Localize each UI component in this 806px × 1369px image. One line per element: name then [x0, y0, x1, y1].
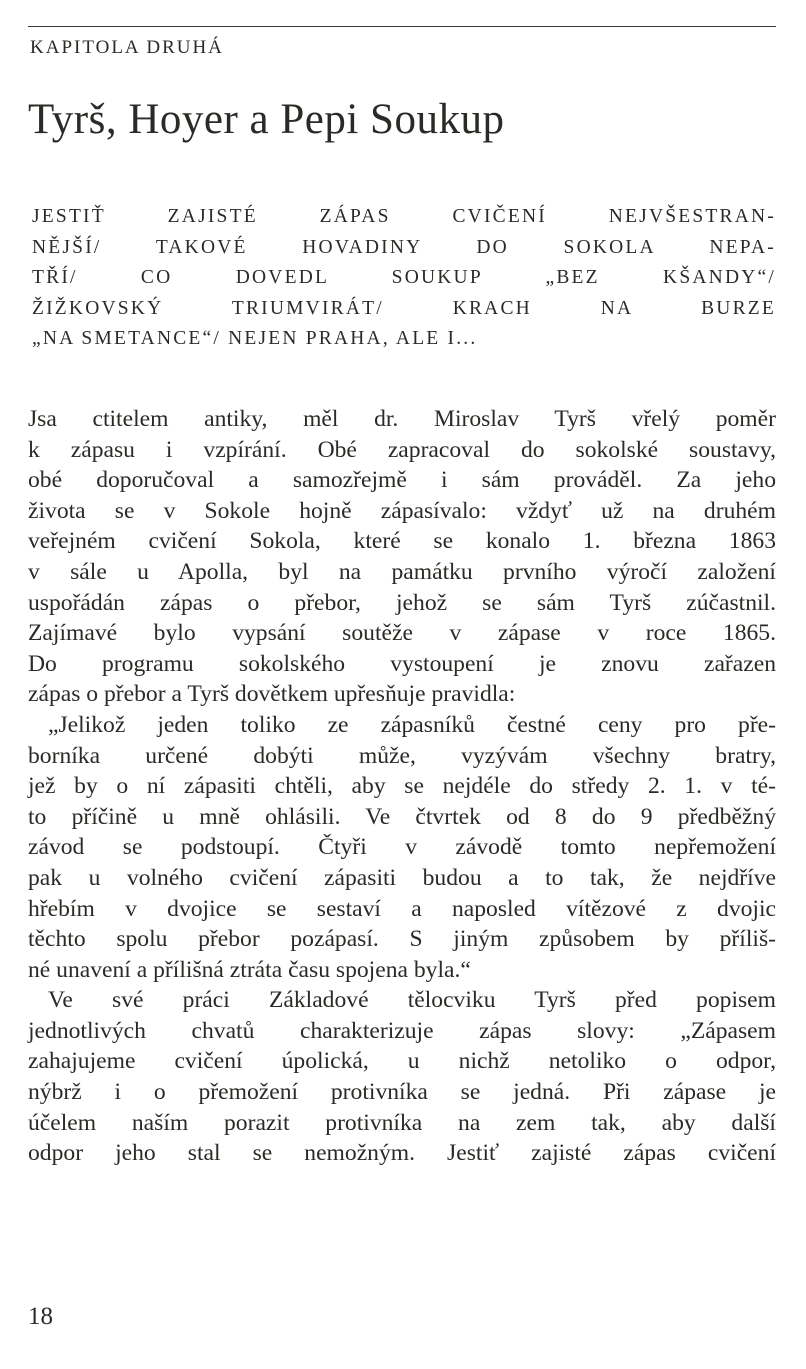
synopsis-line: ŽIŽKOVSKÝ TRIUMVIRÁT/ KRACH NA BURZE [32, 297, 776, 319]
text-line: jednotlivých chvatů charakterizuje zápas slovy: „Zápasem [28, 1017, 776, 1044]
text-line: hřebím v dvojice se sestaví a naposled vítězové z dvojic [28, 895, 776, 922]
text-line: těchto spolu přebor pozápasí. S jiným způsobem by příliš- [28, 926, 776, 953]
text-line: pak u volného cvičení zápasiti budou a to tak, že nejdříve [28, 864, 776, 891]
text-line: v sále u Apolla, byl na památku prvního výročí založení [28, 558, 776, 585]
text-line: zahajujeme cvičení úpolická, u nichž netoliko o odpor, [28, 1048, 776, 1075]
text-line: k zápasu i vzpírání. Obé zapracoval do sokolské soustavy, [28, 436, 776, 463]
book-page [28, 26, 776, 1356]
text-line: to příčině u mně ohlásili. Ve čtvrtek od 8 do 9 předběžný [28, 803, 776, 830]
synopsis-line: JESTIŤ ZAJISTÉ ZÁPAS CVIČENÍ NEJVŠESTRAN- [32, 206, 776, 227]
page-number: 18 [28, 1303, 53, 1330]
text-line: Jsa ctitelem antiky, měl dr. Miroslav Tyrš vřelý poměr [28, 406, 776, 432]
text-line: závod se podstoupí. Čtyři v závodě tomto nepřemožení [28, 834, 776, 861]
text-line: borníka určené dobýti může, vyzývám všechny bratry, [28, 742, 776, 769]
text-line: zápas o přebor a Tyrš dovětkem upřesňuje pravidla: [28, 681, 516, 708]
text-line: uspořádán zápas o přebor, jehož se sám Tyrš zúčastnil. [28, 589, 776, 616]
text-line: odpor jeho stal se nemožným. Jestiť zajisté zápas cvičení [28, 1140, 776, 1167]
chapter-synopsis [32, 206, 776, 359]
text-line: Zajímavé bylo vypsání soutěže v zápase v roce 1865. [28, 620, 776, 647]
synopsis-line: „NA SMETANCE“/ NEJEN PRAHA, ALE I... [32, 328, 478, 349]
text-line: účelem naším porazit protivníka na zem tak, aby další [28, 1109, 776, 1136]
text-line: né unavení a přílišná ztráta času spojena byla.“ [28, 956, 471, 983]
text-line: Ve své práci Základové tělocviku Tyrš před popisem [48, 987, 776, 1014]
chapter-label: KAPITOLA DRUHÁ [30, 37, 224, 58]
text-line: života se v Sokole hojně zápasívalo: vždyť už na druhém [28, 497, 776, 524]
chapter-title: Tyrš, Hoyer a Pepi Soukup [28, 96, 505, 143]
text-line: obé doporučoval a samozřejmě i sám prováděl. Za jeho [28, 467, 776, 494]
top-rule [28, 26, 776, 27]
synopsis-line: TŘÍ/ CO DOVEDL SOUKUP „BEZ KŠANDY“/ [32, 267, 776, 288]
text-line: nýbrž i o přemožení protivníka se jedná. Při zápase je [28, 1079, 776, 1106]
text-line: Do programu sokolského vystoupení je znovu zařazen [28, 650, 776, 677]
text-line: jež by o ní zápasiti chtěli, aby se nejdéle do středy 2. 1. v té- [28, 773, 776, 800]
synopsis-line: NĚJŠÍ/ TAKOVÉ HOVADINY DO SOKOLA NEPA- [32, 236, 776, 258]
body-text [28, 404, 776, 1169]
text-line: veřejném cvičení Sokola, které se konalo 1. března 1863 [28, 528, 776, 555]
text-line: „Jelikož jeden toliko ze zápasníků čestné ceny pro pře- [48, 711, 776, 738]
